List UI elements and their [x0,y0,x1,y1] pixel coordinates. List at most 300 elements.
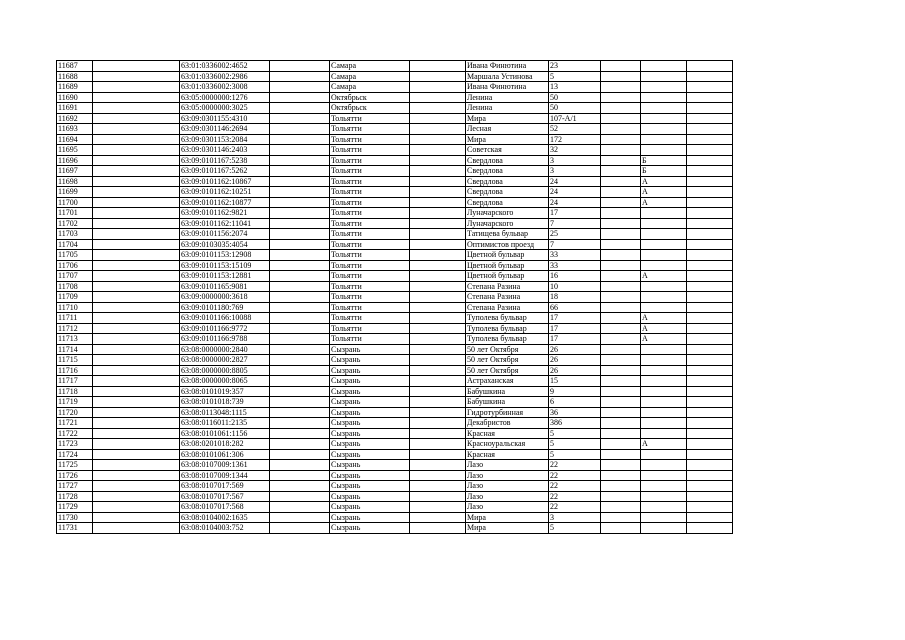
row-number-cell: 11700 [57,197,93,208]
table-row [57,323,733,334]
building-letter-cell [641,124,687,135]
table-row [57,481,733,492]
cadastral-number-cell: 63:09:0101153:12908 [180,250,270,261]
house-number-cell: 52 [549,124,601,135]
cadastral-number-cell: 63:09:0301146:2694 [180,124,270,135]
table-row [57,460,733,471]
cadastral-number-cell: 63:05:0000000:1276 [180,92,270,103]
building-letter-cell [641,229,687,240]
blank-cell [410,92,466,103]
house-number-cell: 22 [549,460,601,471]
table-row [57,124,733,135]
blank-cell [93,113,180,124]
building-letter-cell [641,250,687,261]
cadastral-number-cell: 63:08:0107017:569 [180,481,270,492]
blank-cell [410,386,466,397]
row-number-cell: 11724 [57,449,93,460]
row-number-cell: 11698 [57,176,93,187]
blank-cell [601,187,641,198]
city-cell: Сызрань [330,502,410,513]
blank-cell [601,250,641,261]
blank-cell [410,113,466,124]
blank-cell [93,397,180,408]
blank-cell [410,124,466,135]
blank-cell [687,281,733,292]
blank-cell [687,323,733,334]
city-cell: Самара [330,61,410,72]
building-letter-cell [641,113,687,124]
blank-cell [687,260,733,271]
street-cell: Ленина [466,103,549,114]
cadastral-number-cell: 63:09:0101165:9081 [180,281,270,292]
blank-cell [601,124,641,135]
row-number-cell: 11689 [57,82,93,93]
blank-cell [93,82,180,93]
blank-cell [601,502,641,513]
house-number-cell: 26 [549,355,601,366]
cadastral-number-cell: 63:09:0101167:5238 [180,155,270,166]
blank-cell [687,61,733,72]
building-letter-cell [641,344,687,355]
blank-cell [601,260,641,271]
table-row [57,512,733,523]
table-row [57,428,733,439]
city-cell: Сызрань [330,470,410,481]
row-number-cell: 11706 [57,260,93,271]
street-cell: Лазо [466,460,549,471]
blank-cell [410,449,466,460]
house-number-cell: 36 [549,407,601,418]
blank-cell [687,502,733,513]
row-number-cell: 11692 [57,113,93,124]
table-row [57,71,733,82]
row-number-cell: 11727 [57,481,93,492]
cadastral-number-cell: 63:08:0101061:306 [180,449,270,460]
row-number-cell: 11726 [57,470,93,481]
building-letter-cell: А [641,197,687,208]
blank-cell [410,61,466,72]
table-row [57,334,733,345]
cadastral-number-cell: 63:09:0101162:9821 [180,208,270,219]
blank-cell [687,92,733,103]
city-cell: Тольятти [330,271,410,282]
blank-cell [687,481,733,492]
row-number-cell: 11708 [57,281,93,292]
row-number-cell: 11723 [57,439,93,450]
row-number-cell: 11702 [57,218,93,229]
blank-cell [410,239,466,250]
building-letter-cell [641,428,687,439]
blank-cell [687,113,733,124]
blank-cell [687,512,733,523]
blank-cell [93,428,180,439]
blank-cell [270,334,330,345]
blank-cell [93,481,180,492]
table-row [57,155,733,166]
city-cell: Октябрьск [330,92,410,103]
street-cell: Лазо [466,481,549,492]
house-number-cell: 5 [549,71,601,82]
building-letter-cell [641,302,687,313]
blank-cell [270,239,330,250]
table-row [57,187,733,198]
cadastral-number-cell: 63:09:0103035:4054 [180,239,270,250]
street-cell: Свердлова [466,166,549,177]
city-cell: Тольятти [330,260,410,271]
city-cell: Сызрань [330,355,410,366]
blank-cell [601,323,641,334]
blank-cell [93,334,180,345]
row-number-cell: 11717 [57,376,93,387]
blank-cell [410,344,466,355]
blank-cell [410,187,466,198]
table-row [57,397,733,408]
cadastral-number-cell: 63:08:0107017:567 [180,491,270,502]
house-number-cell: 5 [549,449,601,460]
blank-cell [601,512,641,523]
cadastral-number-cell: 63:08:0113048:1115 [180,407,270,418]
street-cell: Гидротурбинная [466,407,549,418]
blank-cell [93,365,180,376]
cadastral-number-cell: 63:05:0000000:3025 [180,103,270,114]
row-number-cell: 11704 [57,239,93,250]
cadastral-number-cell: 63:09:0301146:2403 [180,145,270,156]
blank-cell [687,166,733,177]
street-cell: Свердлова [466,197,549,208]
building-letter-cell [641,449,687,460]
city-cell: Сызрань [330,439,410,450]
street-cell: Красная [466,428,549,439]
cadastral-number-cell: 63:09:0101162:10251 [180,187,270,198]
blank-cell [270,481,330,492]
blank-cell [270,71,330,82]
cadastral-number-cell: 63:08:0101061:1156 [180,428,270,439]
building-letter-cell [641,218,687,229]
blank-cell [93,376,180,387]
blank-cell [93,491,180,502]
table-row [57,61,733,72]
blank-cell [270,176,330,187]
blank-cell [93,502,180,513]
blank-cell [270,155,330,166]
city-cell: Тольятти [330,113,410,124]
blank-cell [93,124,180,135]
blank-cell [270,271,330,282]
house-number-cell: 9 [549,386,601,397]
blank-cell [601,92,641,103]
building-letter-cell [641,523,687,534]
blank-cell [601,218,641,229]
house-number-cell: 10 [549,281,601,292]
blank-cell [270,187,330,198]
table-row [57,281,733,292]
table-row [57,470,733,481]
city-cell: Тольятти [330,313,410,324]
street-cell: Свердлова [466,187,549,198]
cadastral-number-cell: 63:09:0101166:9772 [180,323,270,334]
blank-cell [270,250,330,261]
blank-cell [93,439,180,450]
blank-cell [601,82,641,93]
house-number-cell: 5 [549,428,601,439]
street-cell: Туполева бульвар [466,313,549,324]
blank-cell [410,460,466,471]
blank-cell [93,208,180,219]
street-cell: Степана Разина [466,281,549,292]
cadastral-number-cell: 63:09:0101166:10088 [180,313,270,324]
building-letter-cell [641,355,687,366]
city-cell: Тольятти [330,176,410,187]
row-number-cell: 11694 [57,134,93,145]
house-number-cell: 50 [549,92,601,103]
building-letter-cell [641,407,687,418]
row-number-cell: 11707 [57,271,93,282]
blank-cell [601,334,641,345]
blank-cell [93,176,180,187]
blank-cell [270,460,330,471]
cadastral-number-cell: 63:08:0101019:357 [180,386,270,397]
cadastral-number-cell: 63:09:0101162:10877 [180,197,270,208]
blank-cell [601,481,641,492]
blank-cell [601,470,641,481]
registry-table [56,60,733,534]
blank-cell [601,281,641,292]
building-letter-cell [641,134,687,145]
row-number-cell: 11687 [57,61,93,72]
blank-cell [93,229,180,240]
street-cell: Цветной бульвар [466,271,549,282]
blank-cell [601,397,641,408]
city-cell: Тольятти [330,281,410,292]
row-number-cell: 11713 [57,334,93,345]
table-row [57,239,733,250]
blank-cell [687,103,733,114]
city-cell: Сызрань [330,407,410,418]
blank-cell [687,460,733,471]
blank-cell [410,197,466,208]
cadastral-number-cell: 63:08:0116011:2135 [180,418,270,429]
table-row [57,113,733,124]
building-letter-cell [641,502,687,513]
table-row [57,82,733,93]
row-number-cell: 11716 [57,365,93,376]
blank-cell [410,470,466,481]
blank-cell [687,218,733,229]
blank-cell [93,218,180,229]
building-letter-cell: А [641,187,687,198]
blank-cell [93,166,180,177]
blank-cell [270,197,330,208]
cadastral-number-cell: 63:01:0336002:4652 [180,61,270,72]
blank-cell [601,103,641,114]
city-cell: Сызрань [330,397,410,408]
blank-cell [410,334,466,345]
blank-cell [410,281,466,292]
blank-cell [687,523,733,534]
city-cell: Сызрань [330,481,410,492]
blank-cell [601,302,641,313]
building-letter-cell [641,281,687,292]
cadastral-number-cell: 63:08:0000000:2840 [180,344,270,355]
building-letter-cell: А [641,439,687,450]
city-cell: Самара [330,71,410,82]
street-cell: Красная [466,449,549,460]
row-number-cell: 11730 [57,512,93,523]
house-number-cell: 17 [549,313,601,324]
city-cell: Тольятти [330,166,410,177]
table-row [57,313,733,324]
blank-cell [601,376,641,387]
row-number-cell: 11710 [57,302,93,313]
blank-cell [410,365,466,376]
table-row [57,134,733,145]
table-row [57,271,733,282]
blank-cell [270,82,330,93]
city-cell: Октябрьск [330,103,410,114]
row-number-cell: 11691 [57,103,93,114]
blank-cell [270,61,330,72]
blank-cell [270,491,330,502]
blank-cell [410,355,466,366]
house-number-cell: 24 [549,197,601,208]
blank-cell [601,166,641,177]
blank-cell [410,428,466,439]
table-row [57,229,733,240]
building-letter-cell: Б [641,155,687,166]
blank-cell [410,166,466,177]
blank-cell [687,229,733,240]
street-cell: Степана Разина [466,292,549,303]
blank-cell [410,82,466,93]
city-cell: Сызрань [330,512,410,523]
cadastral-number-cell: 63:01:0336002:3008 [180,82,270,93]
blank-cell [687,239,733,250]
table-row [57,218,733,229]
cadastral-number-cell: 63:09:0101166:9788 [180,334,270,345]
city-cell: Тольятти [330,239,410,250]
blank-cell [687,145,733,156]
blank-cell [601,61,641,72]
blank-cell [93,523,180,534]
building-letter-cell: А [641,334,687,345]
cadastral-number-cell: 63:09:0101156:2074 [180,229,270,240]
blank-cell [687,302,733,313]
blank-cell [270,523,330,534]
house-number-cell: 17 [549,323,601,334]
blank-cell [410,176,466,187]
row-number-cell: 11709 [57,292,93,303]
cadastral-number-cell: 63:09:0000000:3618 [180,292,270,303]
city-cell: Тольятти [330,155,410,166]
street-cell: Мира [466,512,549,523]
city-cell: Тольятти [330,197,410,208]
cadastral-number-cell: 63:08:0000000:8805 [180,365,270,376]
building-letter-cell [641,418,687,429]
blank-cell [270,344,330,355]
cadastral-number-cell: 63:08:0107009:1344 [180,470,270,481]
row-number-cell: 11728 [57,491,93,502]
street-cell: Советская [466,145,549,156]
blank-cell [270,439,330,450]
building-letter-cell [641,397,687,408]
street-cell: Туполева бульвар [466,334,549,345]
building-letter-cell [641,292,687,303]
blank-cell [601,365,641,376]
blank-cell [410,418,466,429]
cadastral-number-cell: 63:09:0301153:2084 [180,134,270,145]
house-number-cell: 22 [549,470,601,481]
blank-cell [270,470,330,481]
blank-cell [601,134,641,145]
blank-cell [93,197,180,208]
blank-cell [410,439,466,450]
blank-cell [270,281,330,292]
street-cell: Цветной бульвар [466,260,549,271]
blank-cell [93,460,180,471]
house-number-cell: 172 [549,134,601,145]
row-number-cell: 11712 [57,323,93,334]
blank-cell [270,92,330,103]
street-cell: 50 лет Октября [466,344,549,355]
row-number-cell: 11690 [57,92,93,103]
blank-cell [410,271,466,282]
house-number-cell: 22 [549,491,601,502]
blank-cell [687,470,733,481]
blank-cell [93,313,180,324]
cadastral-number-cell: 63:09:0301155:4310 [180,113,270,124]
table-row [57,250,733,261]
building-letter-cell: А [641,313,687,324]
blank-cell [687,344,733,355]
street-cell: Мира [466,134,549,145]
street-cell: Астраханская [466,376,549,387]
blank-cell [601,229,641,240]
blank-cell [93,418,180,429]
blank-cell [601,208,641,219]
blank-cell [270,512,330,523]
house-number-cell: 32 [549,145,601,156]
blank-cell [93,239,180,250]
street-cell: 50 лет Октября [466,355,549,366]
house-number-cell: 7 [549,218,601,229]
cadastral-number-cell: 63:09:0101153:15109 [180,260,270,271]
city-cell: Сызрань [330,523,410,534]
street-cell: Туполева бульвар [466,323,549,334]
blank-cell [601,239,641,250]
street-cell: Луначарского [466,218,549,229]
cadastral-number-cell: 63:08:0107009:1361 [180,460,270,471]
table-row [57,407,733,418]
blank-cell [410,208,466,219]
table-row [57,197,733,208]
row-number-cell: 11701 [57,208,93,219]
blank-cell [687,418,733,429]
blank-cell [410,260,466,271]
city-cell: Самара [330,82,410,93]
street-cell: Цветной бульвар [466,250,549,261]
blank-cell [93,292,180,303]
cadastral-number-cell: 63:08:0104002:1635 [180,512,270,523]
blank-cell [270,229,330,240]
city-cell: Сызрань [330,365,410,376]
house-number-cell: 7 [549,239,601,250]
city-cell: Тольятти [330,302,410,313]
building-letter-cell: А [641,176,687,187]
building-letter-cell [641,145,687,156]
building-letter-cell [641,82,687,93]
blank-cell [410,250,466,261]
blank-cell [601,113,641,124]
